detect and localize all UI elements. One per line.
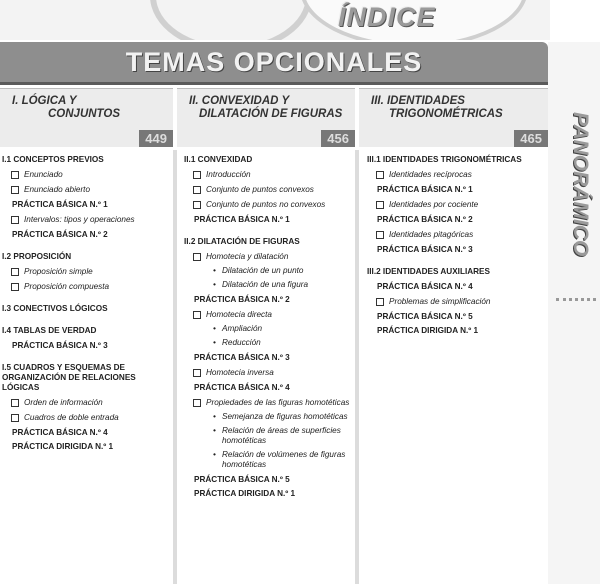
topic-entry: Homotecia inversa	[184, 368, 352, 378]
subtopic-entry: • Relación de volúmenes de figuras homotéticas	[184, 450, 352, 470]
topic-entry: Identidades recíprocas	[367, 170, 547, 180]
column-header-logic	[0, 88, 173, 147]
section-heading: II.2 DILATACIÓN DE FIGURAS	[184, 237, 300, 246]
subtopic-entry: • Dilatación de una figura	[184, 280, 352, 290]
practice-entry: PRÁCTICA BÁSICA N.º 5	[377, 312, 473, 321]
section-heading: II.1 CONVEXIDAD	[184, 155, 253, 164]
topic-entry: Problemas de simplificación	[367, 297, 547, 307]
practice-entry: PRÁCTICA BÁSICA N.º 2	[377, 215, 473, 224]
section-heading: III.2 IDENTIDADES AUXILIARES	[367, 267, 490, 276]
subtopic-entry: • Ampliación	[184, 324, 352, 334]
practice-entry: PRÁCTICA DIRIGIDA N.º 1	[12, 442, 114, 451]
column-title-line: III. IDENTIDADES	[371, 95, 465, 107]
topic-entry: Introducción	[184, 170, 352, 180]
topic-entry: Conjunto de puntos convexos	[184, 185, 352, 195]
topic-entry: Orden de información	[2, 398, 170, 408]
column-title	[189, 95, 342, 121]
section-heading: I.3 CONECTIVOS LÓGICOS	[2, 304, 108, 313]
practice-entry: PRÁCTICA BÁSICA N.º 2	[194, 295, 290, 304]
subtopic-entry: • Reducción	[184, 338, 352, 348]
topic-entry: Proposición simple	[2, 267, 170, 277]
page-number: 449	[139, 130, 173, 147]
column-title-line: TRIGONOMÉTRICAS	[389, 108, 503, 120]
column-title-line: I. LÓGICA Y	[12, 95, 77, 107]
topic-entry: Identidades pitagóricas	[367, 230, 547, 240]
column-title	[12, 95, 120, 121]
section-heading: I.2 PROPOSICIÓN	[2, 252, 72, 261]
practice-entry: PRÁCTICA BÁSICA N.º 2	[12, 230, 108, 239]
section-heading: I.1 CONCEPTOS PREVIOS	[2, 155, 104, 164]
practice-entry: PRÁCTICA DIRIGIDA N.º 1	[377, 326, 479, 335]
topic-entry: Conjunto de puntos no convexos	[184, 200, 352, 210]
topic-entry: Homotecia y dilatación	[184, 252, 352, 262]
topic-entry: Enunciado abierto	[2, 185, 170, 195]
column-divider	[355, 150, 359, 584]
practice-entry: PRÁCTICA BÁSICA N.º 3	[194, 353, 290, 362]
index-title: ÍNDICE	[338, 2, 436, 32]
topic-entry: Propiedades de las figuras homotéticas	[184, 398, 352, 408]
column-header-convexity	[177, 88, 355, 147]
practice-entry: PRÁCTICA BÁSICA N.º 3	[12, 341, 108, 350]
practice-entry: PRÁCTICA DIRIGIDA N.º 1	[194, 489, 296, 498]
practice-entry: PRÁCTICA BÁSICA N.º 1	[194, 215, 290, 224]
section-heading: III.1 IDENTIDADES TRIGONOMÉTRICAS	[367, 155, 522, 164]
column-title-line: CONJUNTOS	[48, 108, 120, 120]
practice-entry: PRÁCTICA BÁSICA N.º 1	[12, 200, 108, 209]
column-divider	[173, 150, 177, 584]
column-title-line: II. CONVEXIDAD Y	[189, 95, 290, 107]
side-label: PANORÁMICO	[569, 112, 592, 257]
topic-entry: Identidades por cociente	[367, 200, 547, 210]
banner-title: TEMAS OPCIONALES	[125, 47, 423, 77]
topic-entry: Proposición compuesta	[2, 282, 170, 292]
practice-entry: PRÁCTICA BÁSICA N.º 4	[12, 428, 108, 437]
subtopic-entry: • Dilatación de un punto	[184, 266, 352, 276]
column-convexity-contents	[184, 150, 352, 499]
practice-entry: PRÁCTICA BÁSICA N.º 3	[377, 245, 473, 254]
topic-entry: Homotecia directa	[184, 310, 352, 320]
subtopic-entry: • Relación de áreas de superficies homotéticas	[184, 426, 352, 446]
topic-entry: Cuadros de doble entrada	[2, 413, 170, 423]
column-title	[371, 95, 503, 121]
top-decoration	[0, 0, 550, 40]
column-header-trig	[359, 88, 548, 147]
column-title-line: DILATACIÓN DE FIGURAS	[199, 108, 343, 120]
subtopic-entry: • Semejanza de figuras homotéticas	[184, 412, 352, 422]
section-banner	[0, 42, 548, 85]
practice-entry: PRÁCTICA BÁSICA N.º 4	[194, 383, 290, 392]
practice-entry: PRÁCTICA BÁSICA N.º 1	[377, 185, 473, 194]
column-trig-contents	[367, 150, 547, 336]
practice-entry: PRÁCTICA BÁSICA N.º 5	[194, 475, 290, 484]
practice-entry: PRÁCTICA BÁSICA N.º 4	[377, 282, 473, 291]
page-number: 456	[321, 130, 355, 147]
section-heading: I.5 CUADROS Y ESQUEMAS DE ORGANIZACIÓN DE RELACIONES LÓGICAS	[2, 363, 136, 392]
section-heading: I.4 TABLAS DE VERDAD	[2, 326, 97, 335]
column-logic-contents	[2, 150, 170, 452]
topic-entry: Enunciado	[2, 170, 170, 180]
page-number: 465	[514, 130, 548, 147]
decorative-arc	[150, 0, 312, 40]
topic-entry: Intervalos: tipos y operaciones	[2, 215, 170, 225]
dotted-decoration	[556, 298, 596, 301]
